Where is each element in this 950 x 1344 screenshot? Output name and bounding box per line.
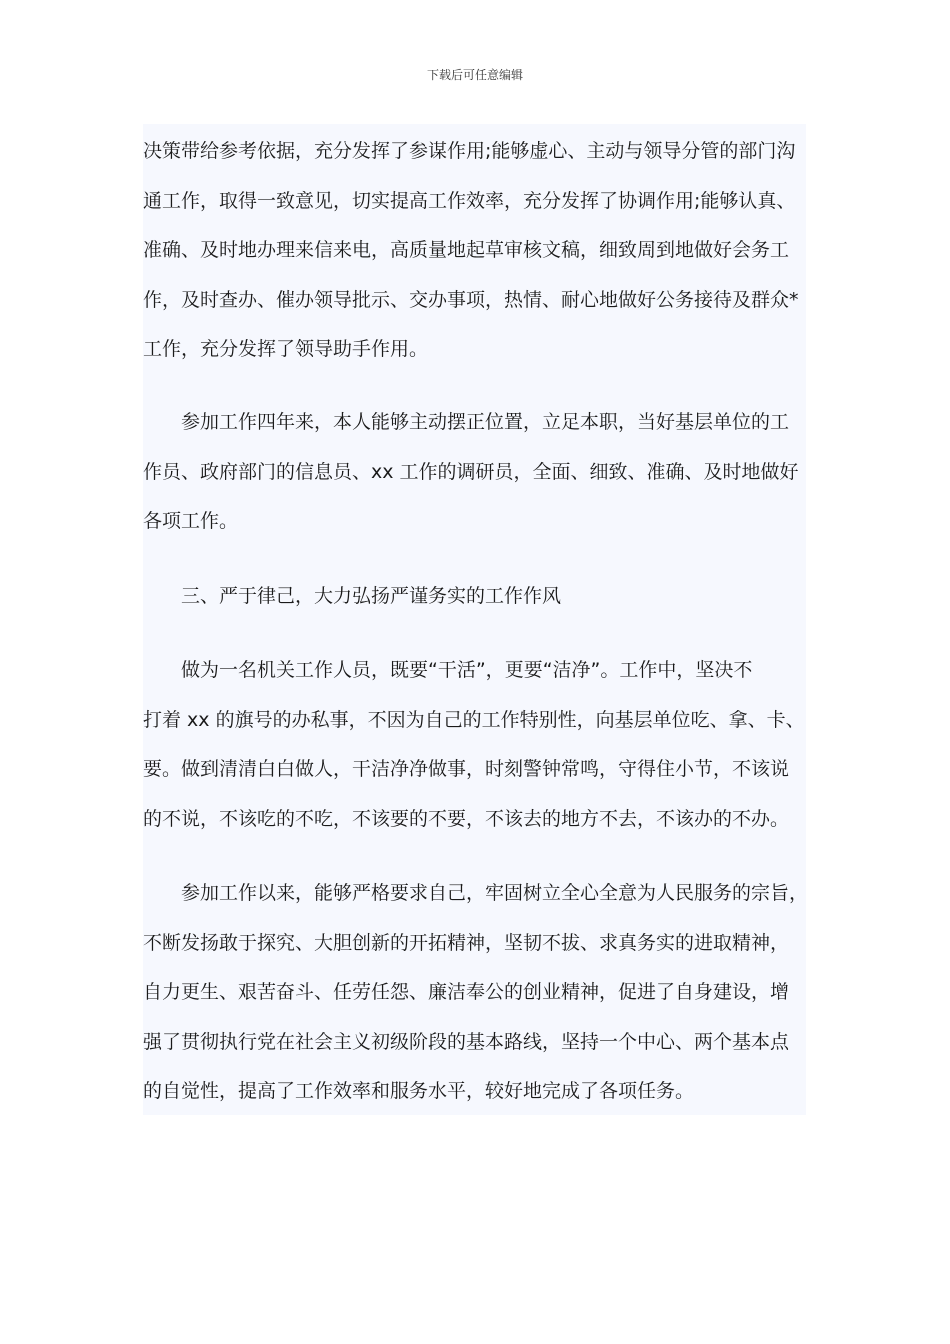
text-line: 不断发扬敢于探究、大胆创新的开拓精神，坚韧不拔、求真务实的进取精神， xyxy=(143,931,790,954)
text-line: 作员、政府部门的信息员、xx 工作的调研员，全面、细致、准确、及时地做好 xyxy=(143,460,799,483)
paragraph-4 xyxy=(143,869,809,1117)
text-line: 参加工作以来，能够严格要求自己，牢固树立全心全意为人民服务的宗旨， xyxy=(181,882,809,904)
document-body xyxy=(143,124,809,1115)
page-header: 下载后可任意编辑 xyxy=(426,68,523,82)
text-line: 准确、及时地办理来信来电，高质量地起草审核文稿，细致周到地做好会务工 xyxy=(143,239,790,261)
section-heading xyxy=(143,572,806,622)
text-line: 强了贯彻执行党在社会主义初级阶段的基本路线，坚持一个中心、两个基本点 xyxy=(143,1030,790,1053)
text-line: 打着 xx 的旗号的办私事，不因为自己的工作特别性，向基层单位吃、拿、卡、 xyxy=(143,708,805,731)
text-line: 的不说，不该吃的不吃，不该要的不要，不该去的地方不去，不该办的不办。 xyxy=(143,807,790,830)
text-line: 要。做到清清白白做人，干洁净净做事，时刻警钟常鸣，守得住小节，不该说 xyxy=(143,758,790,780)
text-line: 决策带给参考依据，充分发挥了参谋作用;能够虚心、主动与领导分管的部门沟 xyxy=(143,140,796,162)
paragraph-2 xyxy=(143,398,806,547)
text-line: 工作，充分发挥了领导助手作用。 xyxy=(143,338,429,360)
text-line: 作，及时查办、催办领导批示、交办事项，热情、耐心地做好公务接待及群众* xyxy=(143,288,799,311)
text-line: 做为一名机关工作人员，既要“干活”，更要“洁净”。工作中，坚决不 xyxy=(181,659,753,681)
paragraph-1 xyxy=(143,127,806,375)
heading-line: 三、严于律己，大力弘扬严谨务实的工作作风 xyxy=(181,585,562,607)
text-line: 参加工作四年来，本人能够主动摆正位置，立足本职，当好基层单位的工 xyxy=(181,411,790,433)
text-line: 自力更生、艰苦奋斗、任劳任怨、廉洁奉公的创业精神，促进了自身建设，增 xyxy=(143,981,790,1003)
text-line: 通工作，取得一致意见，切实提高工作效率，充分发挥了协调作用;能够认真、 xyxy=(143,189,796,212)
text-line: 的自觉性，提高了工作效率和服务水平，较好地完成了各项任务。 xyxy=(143,1080,695,1102)
paragraph-3 xyxy=(143,646,806,844)
text-line: 各项工作。 xyxy=(143,510,239,532)
